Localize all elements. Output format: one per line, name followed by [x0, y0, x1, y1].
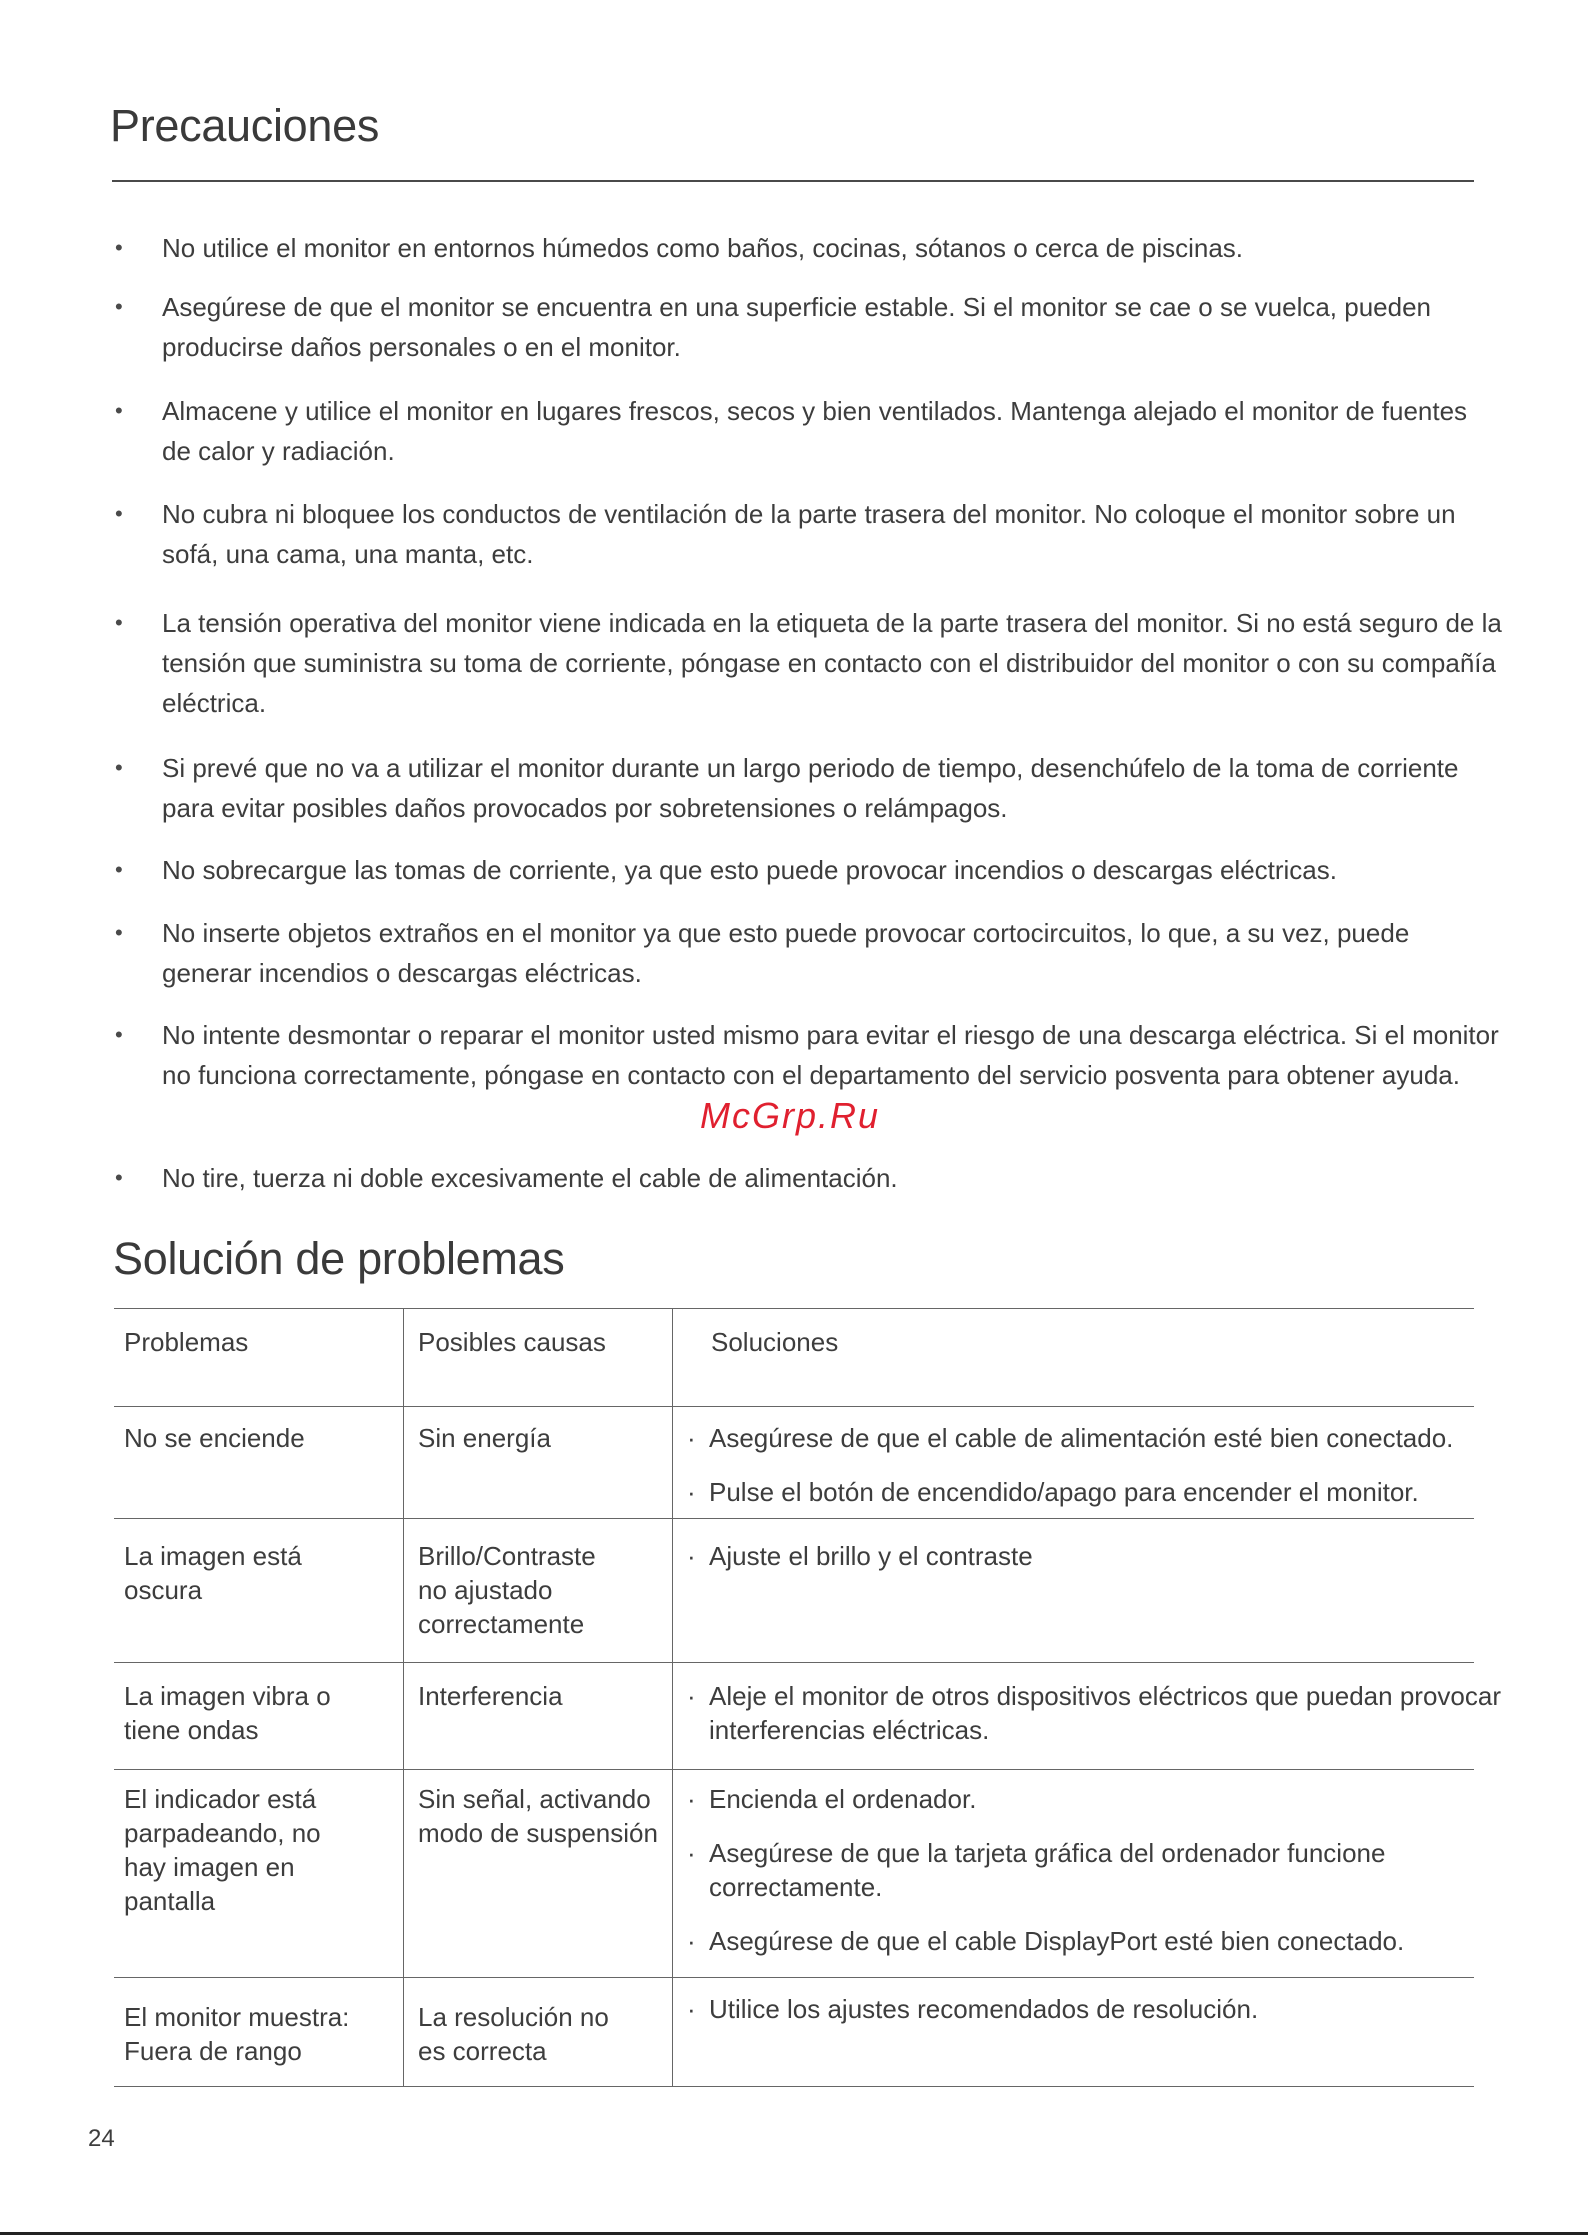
solution-item: · Ajuste el brillo y el contraste [687, 1541, 1033, 1571]
solutions-cell [687, 1782, 1509, 1978]
bullet-icon: · [687, 1994, 696, 2024]
list-item: • Si prevé que no va a utilizar el monitor durante un largo periodo de tiempo, desenchúfelo de la toma de corriente para evitar posibles daños provocados por sobretensiones o relámpagos. [110, 748, 1482, 828]
list-item: • No cubra ni bloquee los conductos de ventilación de la parte trasera del monitor. No coloque el monitor sobre un sofá, una cama, una manta, etc. [110, 494, 1502, 574]
bullet-icon: • [115, 857, 123, 882]
bullet-icon: • [115, 755, 123, 780]
list-item: • No tire, tuerza ni doble excesivamente el cable de alimentación. [110, 1158, 1482, 1198]
table-row [114, 1662, 1501, 1769]
bullet-icon: · [687, 1681, 696, 1711]
bullet-icon: · [687, 1784, 696, 1814]
bullet-icon: · [687, 1423, 696, 1453]
problem-cell: La imagen vibra o tiene ondas [124, 1681, 331, 1745]
list-item: • No sobrecargue las tomas de corriente, ya que esto puede provocar incendios o descargas eléctricas. [110, 850, 1482, 890]
bullet-icon: • [115, 501, 123, 526]
cause-cell: Brillo/Contraste no ajustado correctamente [418, 1541, 596, 1639]
bullet-icon: • [115, 398, 123, 423]
problem-cell: No se enciende [124, 1423, 305, 1453]
troubleshooting-table [114, 1308, 1501, 2087]
solutions-cell [687, 1421, 1453, 1529]
list-item: • Asegúrese de que el monitor se encuentra en una superficie estable. Si el monitor se cae o se vuelca, pueden producirse daños personales o en el monitor. [110, 287, 1502, 367]
solution-item: · Pulse el botón de encendido/apago para encender el monitor. [687, 1477, 1419, 1507]
page-number: 24 [88, 2125, 115, 2152]
solution-item: · Encienda el ordenador. [687, 1784, 977, 1814]
table-row [114, 1406, 1474, 1518]
solutions-cell [687, 1679, 1509, 1767]
header-solutions: Soluciones [711, 1327, 839, 1357]
problem-cell: El monitor muestra: Fuera de rango [124, 2002, 350, 2066]
solution-item: · Asegúrese de que el cable DisplayPort esté bien conectado. [687, 1926, 1405, 1956]
list-item: • Almacene y utilice el monitor en lugares frescos, secos y bien ventilados. Mantenga alejado el monitor de fuentes de calor y radiación. [110, 391, 1482, 471]
cause-cell: Sin energía [418, 1423, 551, 1453]
table-header-row [114, 1308, 1474, 1406]
cause-cell: Interferencia [418, 1681, 563, 1711]
bullet-icon: • [115, 235, 123, 260]
troubleshooting-title: Solución de problemas [113, 1233, 565, 1284]
solutions-cell [687, 1992, 1258, 2046]
bullet-icon: • [115, 1022, 123, 1047]
cause-cell: La resolución no es correcta [418, 2002, 609, 2066]
list-item: • No intente desmontar o reparar el monitor usted mismo para evitar el riesgo de una descarga eléctrica. Si el monitor no funciona correctamente, póngase en contacto con el departamento del servicio posventa para obtener ayuda. [110, 1015, 1507, 1095]
problem-cell: La imagen está oscura [124, 1541, 302, 1605]
cause-cell: Sin señal, activando modo de suspensión [418, 1784, 658, 1848]
list-item: • No utilice el monitor en entornos húmedos como baños, cocinas, sótanos o cerca de piscinas. [110, 228, 1482, 268]
bullet-icon: · [687, 1541, 696, 1571]
list-item: • No inserte objetos extraños en el monitor ya que esto puede provocar cortocircuitos, lo que, a su vez, puede generar incendios o descargas eléctricas. [110, 913, 1462, 993]
solution-item: · Asegúrese de que la tarjeta gráfica del ordenador funcione correctamente. [687, 1838, 1386, 1902]
header-causes: Posibles causas [418, 1327, 606, 1357]
list-item: • La tensión operativa del monitor viene indicada en la etiqueta de la parte trasera del monitor. Si no está seguro de la tensión que suministra su toma de corriente, póngase en contacto con el distribuidor del monitor o con su compañía eléctrica. [110, 603, 1502, 723]
bullet-icon: • [115, 610, 123, 635]
title-divider [112, 180, 1474, 182]
bullet-icon: · [687, 1838, 696, 1868]
table-row [114, 1977, 1474, 2087]
solutions-cell [687, 1539, 1033, 1593]
bullet-icon: • [115, 920, 123, 945]
precautions-title: Precauciones [110, 100, 380, 151]
solution-item: · Aleje el monitor de otros dispositivos eléctricos que puedan provocar interferencias eléctricas. [687, 1681, 1501, 1745]
table-row [114, 1518, 1474, 1662]
solution-item: · Asegúrese de que el cable de alimentación esté bien conectado. [687, 1423, 1454, 1453]
table-row [114, 1769, 1474, 1977]
header-problems: Problemas [124, 1327, 249, 1357]
bullet-icon: • [115, 1165, 123, 1190]
solution-item: · Utilice los ajustes recomendados de resolución. [687, 1994, 1259, 2024]
problem-cell: El indicador está parpadeando, no hay imagen en pantalla [124, 1784, 321, 1916]
bullet-icon: • [115, 294, 123, 319]
watermark: McGrp.Ru [700, 1095, 881, 1136]
bullet-icon: · [687, 1926, 696, 1956]
bullet-icon: · [687, 1477, 696, 1507]
